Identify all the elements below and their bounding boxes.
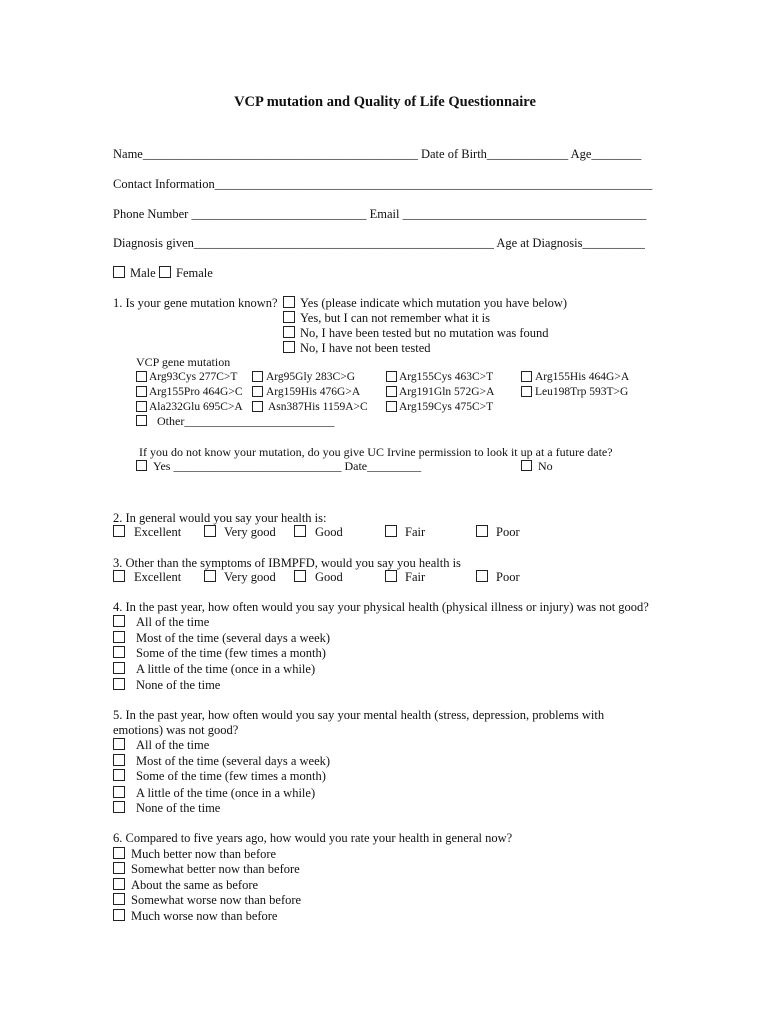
q1-question: 1. Is your gene mutation known? (113, 296, 278, 310)
q6-option-checkbox[interactable] (113, 893, 125, 905)
mutation-checkbox[interactable] (136, 371, 147, 382)
name-dob-age-field[interactable]: Name____________________________________________ Date of Birth_____________ Age________ (113, 147, 642, 161)
q2-option-label: Good (315, 525, 343, 539)
female-checkbox[interactable] (159, 266, 171, 278)
q2-option-checkbox[interactable] (385, 525, 397, 537)
mutation-checkbox[interactable] (252, 401, 263, 412)
q1-option-checkbox[interactable] (283, 311, 295, 323)
other-mutation-field[interactable]: Other_________________________ (157, 414, 335, 428)
q4-option-label: Most of the time (several days a week) (136, 631, 331, 645)
q5-option-checkbox[interactable] (113, 754, 125, 766)
mutation-checkbox[interactable] (521, 371, 532, 382)
q5-option-label: Some of the time (few times a month) (136, 769, 326, 783)
q2-option-label: Very good (224, 525, 276, 539)
q5-option-checkbox[interactable] (113, 769, 125, 781)
phone-email-field[interactable]: Phone Number ____________________________ Email _______________________________________ (113, 207, 647, 221)
q6-option-label: Somewhat better now than before (131, 862, 300, 876)
mutation-label: Leu198Trp 593T>G (535, 386, 629, 398)
q3-option-label: Poor (496, 570, 520, 584)
mutation-label: Arg95Gly 283C>G (266, 371, 356, 383)
permission-no-checkbox[interactable] (521, 460, 532, 471)
q1-option-label: No, I have not been tested (300, 341, 431, 355)
diagnosis-field[interactable]: Diagnosis given________________________________________________ Age at Diagnosis__________ (113, 236, 645, 250)
male-checkbox[interactable] (113, 266, 125, 278)
permission-question: If you do not know your mutation, do you give UC Irvine permission to look it up at a future date? (139, 445, 613, 459)
other-mutation-checkbox[interactable] (136, 415, 147, 426)
q4-option-checkbox[interactable] (113, 615, 125, 627)
q1-option-checkbox[interactable] (283, 326, 295, 338)
q3-option-checkbox[interactable] (385, 570, 397, 582)
q3-option-label: Good (315, 570, 343, 584)
mutation-label: Arg155Pro 464G>C (149, 386, 243, 398)
q5-option-label: None of the time (136, 801, 221, 815)
q3-option-checkbox[interactable] (476, 570, 488, 582)
q3-question: 3. Other than the symptoms of IBMPFD, would you say you health is (113, 556, 461, 570)
q2-option-checkbox[interactable] (294, 525, 306, 537)
q6-option-label: Somewhat worse now than before (131, 893, 302, 907)
q4-option-checkbox[interactable] (113, 678, 125, 690)
q3-option-label: Excellent (134, 570, 182, 584)
permission-yes-label[interactable]: Yes ____________________________ Date_________ (153, 459, 422, 473)
mutation-checkbox[interactable] (252, 371, 263, 382)
q6-option-label: Much worse now than before (131, 909, 278, 923)
q6-option-checkbox[interactable] (113, 909, 125, 921)
female-label: Female (176, 266, 213, 280)
q2-option-label: Fair (405, 525, 426, 539)
q1-option-checkbox[interactable] (283, 296, 295, 308)
mutation-heading: VCP gene mutation (136, 355, 231, 369)
q4-option-checkbox[interactable] (113, 646, 125, 658)
mutation-label: Arg191Gln 572G>A (399, 386, 495, 398)
q4-option-checkbox[interactable] (113, 662, 125, 674)
q5-option-label: All of the time (136, 738, 210, 752)
q5-option-checkbox[interactable] (113, 786, 125, 798)
q2-option-label: Excellent (134, 525, 182, 539)
mutation-label: Arg93Cys 277C>T (149, 371, 238, 383)
q4-option-label: Some of the time (few times a month) (136, 646, 326, 660)
permission-no-label: No (538, 459, 553, 473)
q6-option-checkbox[interactable] (113, 847, 125, 859)
q1-option-label: Yes (please indicate which mutation you have below) (300, 296, 568, 310)
mutation-label: Arg159His 476G>A (266, 386, 361, 398)
q6-option-checkbox[interactable] (113, 862, 125, 874)
q3-option-checkbox[interactable] (204, 570, 216, 582)
q5-option-label: A little of the time (once in a while) (136, 786, 316, 800)
mutation-checkbox[interactable] (386, 386, 397, 397)
q1-option-label: Yes, but I can not remember what it is (300, 311, 491, 325)
permission-yes-checkbox[interactable] (136, 460, 147, 471)
mutation-checkbox[interactable] (386, 371, 397, 382)
q4-option-label: All of the time (136, 615, 210, 629)
mutation-checkbox[interactable] (252, 386, 263, 397)
q2-question: 2. In general would you say your health is: (113, 511, 327, 525)
q2-option-checkbox[interactable] (113, 525, 125, 537)
mutation-label: Ala232Glu 695C>A (149, 401, 243, 413)
q6-option-label: About the same as before (131, 878, 259, 892)
q6-option-label: Much better now than before (131, 847, 277, 861)
q2-option-checkbox[interactable] (204, 525, 216, 537)
q5-option-checkbox[interactable] (113, 738, 125, 750)
q1-option-label: No, I have been tested but no mutation was found (300, 326, 549, 340)
page-title: VCP mutation and Quality of Life Questionnaire (234, 94, 536, 110)
q5-question: 5. In the past year, how often would you say your mental health (stress, depression, problems with (113, 708, 605, 722)
q3-option-checkbox[interactable] (294, 570, 306, 582)
mutation-label: Asn387His 1159A>C (268, 401, 368, 413)
q6-option-checkbox[interactable] (113, 878, 125, 890)
q4-option-label: A little of the time (once in a while) (136, 662, 316, 676)
contact-information-field[interactable]: Contact Information______________________________________________________________________ (113, 177, 653, 191)
q4-option-label: None of the time (136, 678, 221, 692)
mutation-checkbox[interactable] (136, 386, 147, 397)
mutation-label: Arg159Cys 475C>T (399, 401, 494, 413)
q5-question-continued: emotions) was not good? (113, 723, 239, 737)
q2-option-label: Poor (496, 525, 520, 539)
q3-option-label: Fair (405, 570, 426, 584)
q6-question: 6. Compared to five years ago, how would you rate your health in general now? (113, 831, 513, 845)
mutation-label: Arg155His 464G>A (535, 371, 630, 383)
q4-question: 4. In the past year, how often would you say your physical health (physical illness or injury) was not good? (113, 600, 649, 614)
mutation-checkbox[interactable] (521, 386, 532, 397)
q3-option-label: Very good (224, 570, 276, 584)
mutation-checkbox[interactable] (136, 401, 147, 412)
mutation-checkbox[interactable] (386, 401, 397, 412)
male-label: Male (130, 266, 156, 280)
q2-option-checkbox[interactable] (476, 525, 488, 537)
q3-option-checkbox[interactable] (113, 570, 125, 582)
q1-option-checkbox[interactable] (283, 341, 295, 353)
q5-option-checkbox[interactable] (113, 801, 125, 813)
mutation-label: Arg155Cys 463C>T (399, 371, 494, 383)
q4-option-checkbox[interactable] (113, 631, 125, 643)
q5-option-label: Most of the time (several days a week) (136, 754, 331, 768)
